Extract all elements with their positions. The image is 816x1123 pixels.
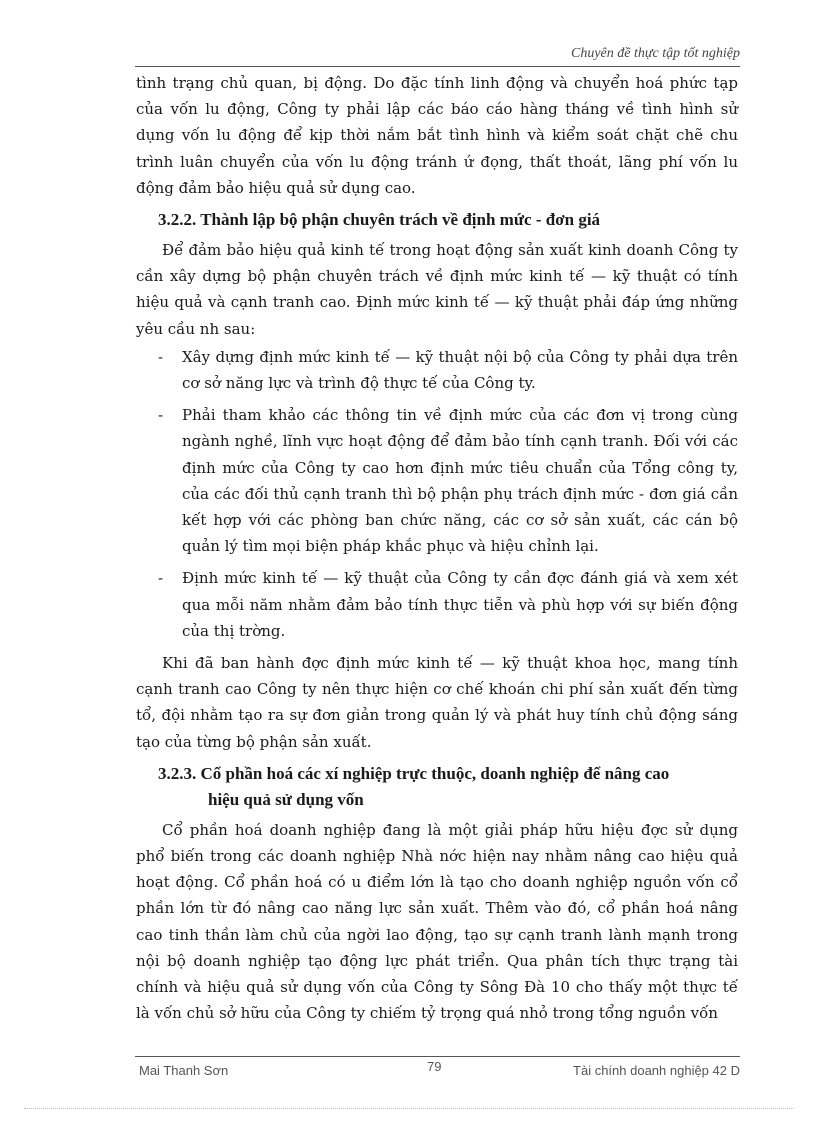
paragraph-intro: tình trạng chủ quan, bị động. Do đặc tính linh động và chuyển hoá phức tạp của vốn lu động, Công ty phải lập các báo cáo hàng tháng về tình hình sử dụng vốn lu động để kịp thời nắm bắt tình hình và kiểm soát chặt chẽ chu trình luân chuyển của vốn lu động tránh ứ đọng, thất thoát, lãng phí vốn lu động đảm bảo hiệu quả sử dụng cao. [136,74,738,197]
dash-bullet: - [158,406,164,425]
section-heading-3-2-3-line2: hiệu quả sử dụng vốn [208,789,364,809]
header-title: Chuyên đề thực tập tốt nghiệp [571,46,740,61]
footer-class: Tài chính doanh nghiệp 42 D [573,1063,740,1078]
page-header [135,46,740,67]
section-heading-3-2-3 [136,761,738,813]
requirements-list [136,344,738,644]
section-heading-3-2-3-line1: 3.2.3. Cổ phần hoá các xí nghiệp trực thuộc, doanh nghiệp để nâng cao [158,763,670,783]
paragraph-equitization: Cổ phần hoá doanh nghiệp đang là một giải pháp hữu hiệu đợc sử dụng phổ biến trong các doanh nghiệp Nhà nớc hiện nay nhằm nâng cao hiệu quả hoạt động. Cổ phần hoá có u điểm lớn là tạo cho doanh nghiệp nguồn vốn cổ phần lớn từ đó nâng cao năng lực sản xuất. Thêm vào đó, cổ phần hoá nâng cao tinh thần làm chủ của ngời lao động, tạo sự cạnh tranh lành mạnh trong nội bộ doanh nghiệp tạo động lực phát triển. Qua phân tích thực trạng tài chính và hiệu quả sử dụng vốn của Công ty Sông Đà 10 cho thấy một thực tế là vốn chủ sở hữu của Công ty chiếm tỷ trọng quá nhỏ trong tổng nguồn vốn [136,820,738,1023]
paragraph-norms-conclusion: Khi đã ban hành đợc định mức kinh tế — kỹ thuật khoa học, mang tính cạnh tranh cao Công ty nên thực hiện cơ chế khoán chi phí sản xuất đến từng tổ, đội nhằm tạo ra sự đơn giản trong quản lý và phát huy tính chủ động sáng tạo của từng bộ phận sản xuất. [136,654,738,751]
dash-bullet: - [158,569,164,588]
page-bottom-divider [24,1108,794,1109]
footer-page-number: 79 [427,1059,442,1074]
paragraph-norms-intro: Để đảm bảo hiệu quả kinh tế trong hoạt động sản xuất kinh doanh Công ty cần xây dựng bộ phận chuyên trách về định mức kinh tế — kỹ thuật có tính hiệu quả và cạnh tranh cao. Định mức kinh tế — kỹ thuật phải đáp ứng những yêu cầu nh sau: [136,241,738,338]
page-body [136,70,738,1027]
list-item-text: Phải tham khảo các thông tin về định mức của các đơn vị trong cùng ngành nghề, lĩnh vực hoạt động để đảm bảo tính cạnh tranh. Đối với các định mức của Công ty cao hơn định mức tiêu chuẩn của Tổng công ty, của các đối thủ cạnh tranh thì bộ phận phụ trách định mức - đơn giá cần kết hợp với các phòng ban chức năng, các cơ sở sản xuất, các cán bộ quản lý tìm mọi biện pháp khắc phục và hiệu chỉnh lại. [182,406,738,556]
dash-bullet: - [158,347,164,366]
footer-author: Mai Thanh Sơn [139,1063,229,1078]
page-footer [135,1056,740,1080]
list-item [136,565,738,644]
list-item-text: Định mức kinh tế — kỹ thuật của Công ty cần đợc đánh giá và xem xét qua mỗi năm nhằm đảm bảo tính thực tiễn và phù hợp với sự biến động của thị trờng. [182,569,738,640]
list-item-text: Xây dựng định mức kinh tế — kỹ thuật nội bộ của Công ty phải dựa trên cơ sở năng lực và trình độ thực tế của Công ty. [182,347,738,393]
list-item [136,402,738,559]
list-item [136,344,738,396]
section-heading-3-2-2: 3.2.2. Thành lập bộ phận chuyên trách về định mức - đơn giá [158,210,601,230]
